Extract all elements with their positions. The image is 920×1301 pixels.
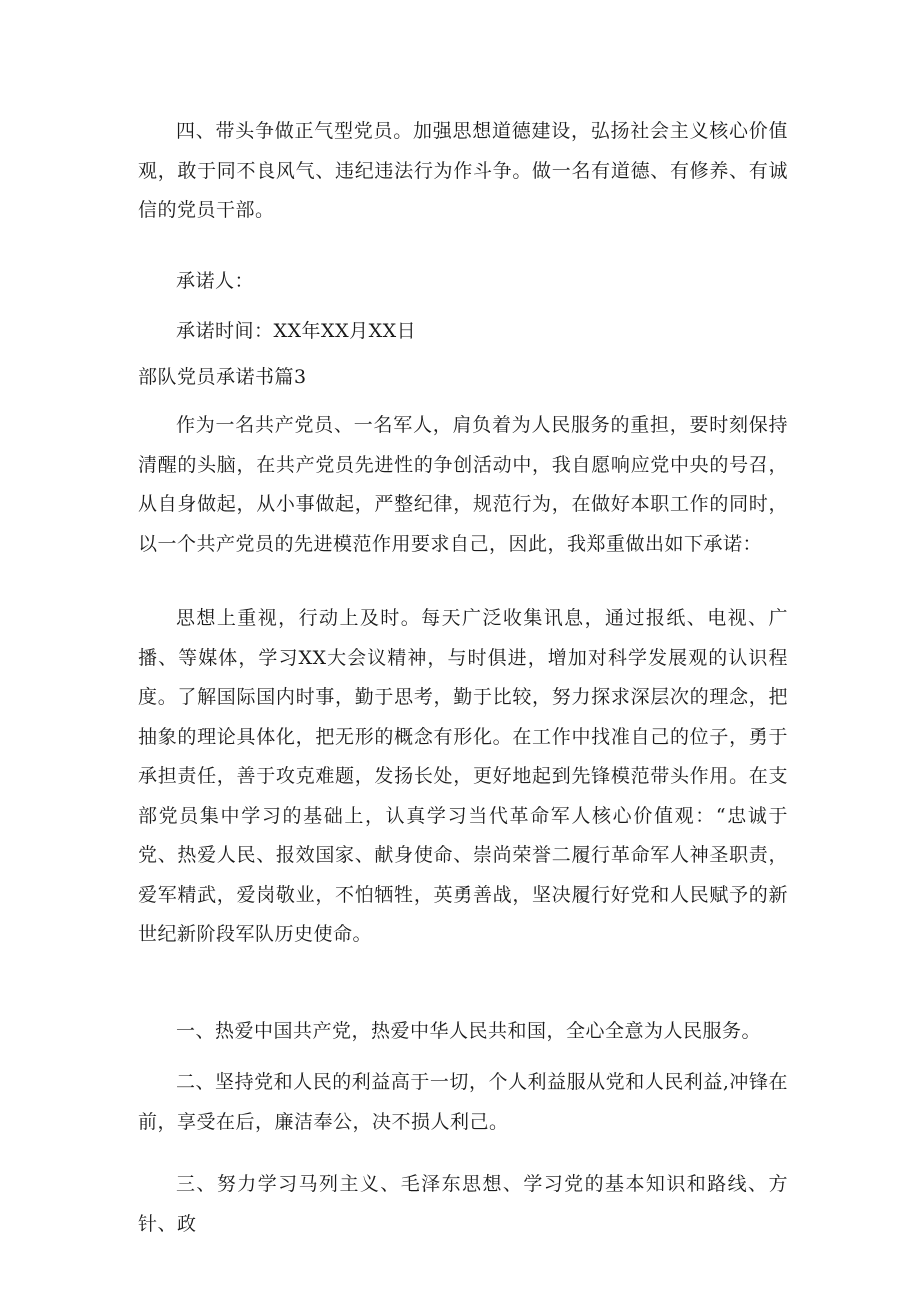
paragraph-item-1: 一、热爱中国共产党，热爱中华人民共和国，全心全意为人民服务。 (176, 1020, 762, 1042)
paragraph-intro: 作为一名共产党员、一名军人，肩负着为人民服务的重担，要时刻保持清醒的头脑，在共产党员先进性的争创活动中，我自愿响应党中央的号召，从自身做起，从小事做起，严整纪律，规范行为，在做好本职工作的同时，以一个共产党员的先进模范作用要求自己，因此，我郑重做出如下承诺： (138, 414, 788, 555)
paragraph-item-4: 四、带头争做正气型党员。加强思想道德建设，弘扬社会主义核心价值观，敢于同不良风气、违纪违法行为作斗争。做一名有道德、有修养、有诚信的党员干部。 (138, 120, 788, 221)
signer-label: 承诺人： (176, 270, 255, 292)
paragraph-thought: 思想上重视，行动上及时。每天广泛收集讯息，通过报纸、电视、广播、等媒体，学习XX大会议精神，与时俱进，增加对科学发展观的认识程度。了解国际国内时事，勤于思考，勤于比较，努力探求深层次的理念，把抽象的理论具体化，把无形的概念有形化。在工作中找准自己的位子，勇于承担责任，善于攻克难题，发扬长处，更好地起到先锋模范带头作用。在支部党员集中学习的基础上，认真学习当代革命军人核心价值观：“忠诚于党、热爱人民、报效国家、献身使命、崇尚荣誉二履行革命军人神圣职责，爱军精武，爱岗敬业，不怕牺牲，英勇善战，坚决履行好党和人民赋予的新世纪新阶段军队历史使命。 (138, 607, 788, 945)
paragraph-item-2: 二、坚持党和人民的利益高于一切，个人利益服从党和人民利益,冲锋在前，享受在后，廉洁奉公，决不损人利己。 (138, 1071, 788, 1133)
date-line: 承诺时间：XX年XX月XX日 (176, 320, 417, 342)
section-heading: 部队党员承诺书篇3 (138, 366, 307, 388)
paragraph-item-3: 三、努力学习马列主义、毛泽东思想、学习党的基本知识和路线、方针、政 (138, 1173, 788, 1235)
